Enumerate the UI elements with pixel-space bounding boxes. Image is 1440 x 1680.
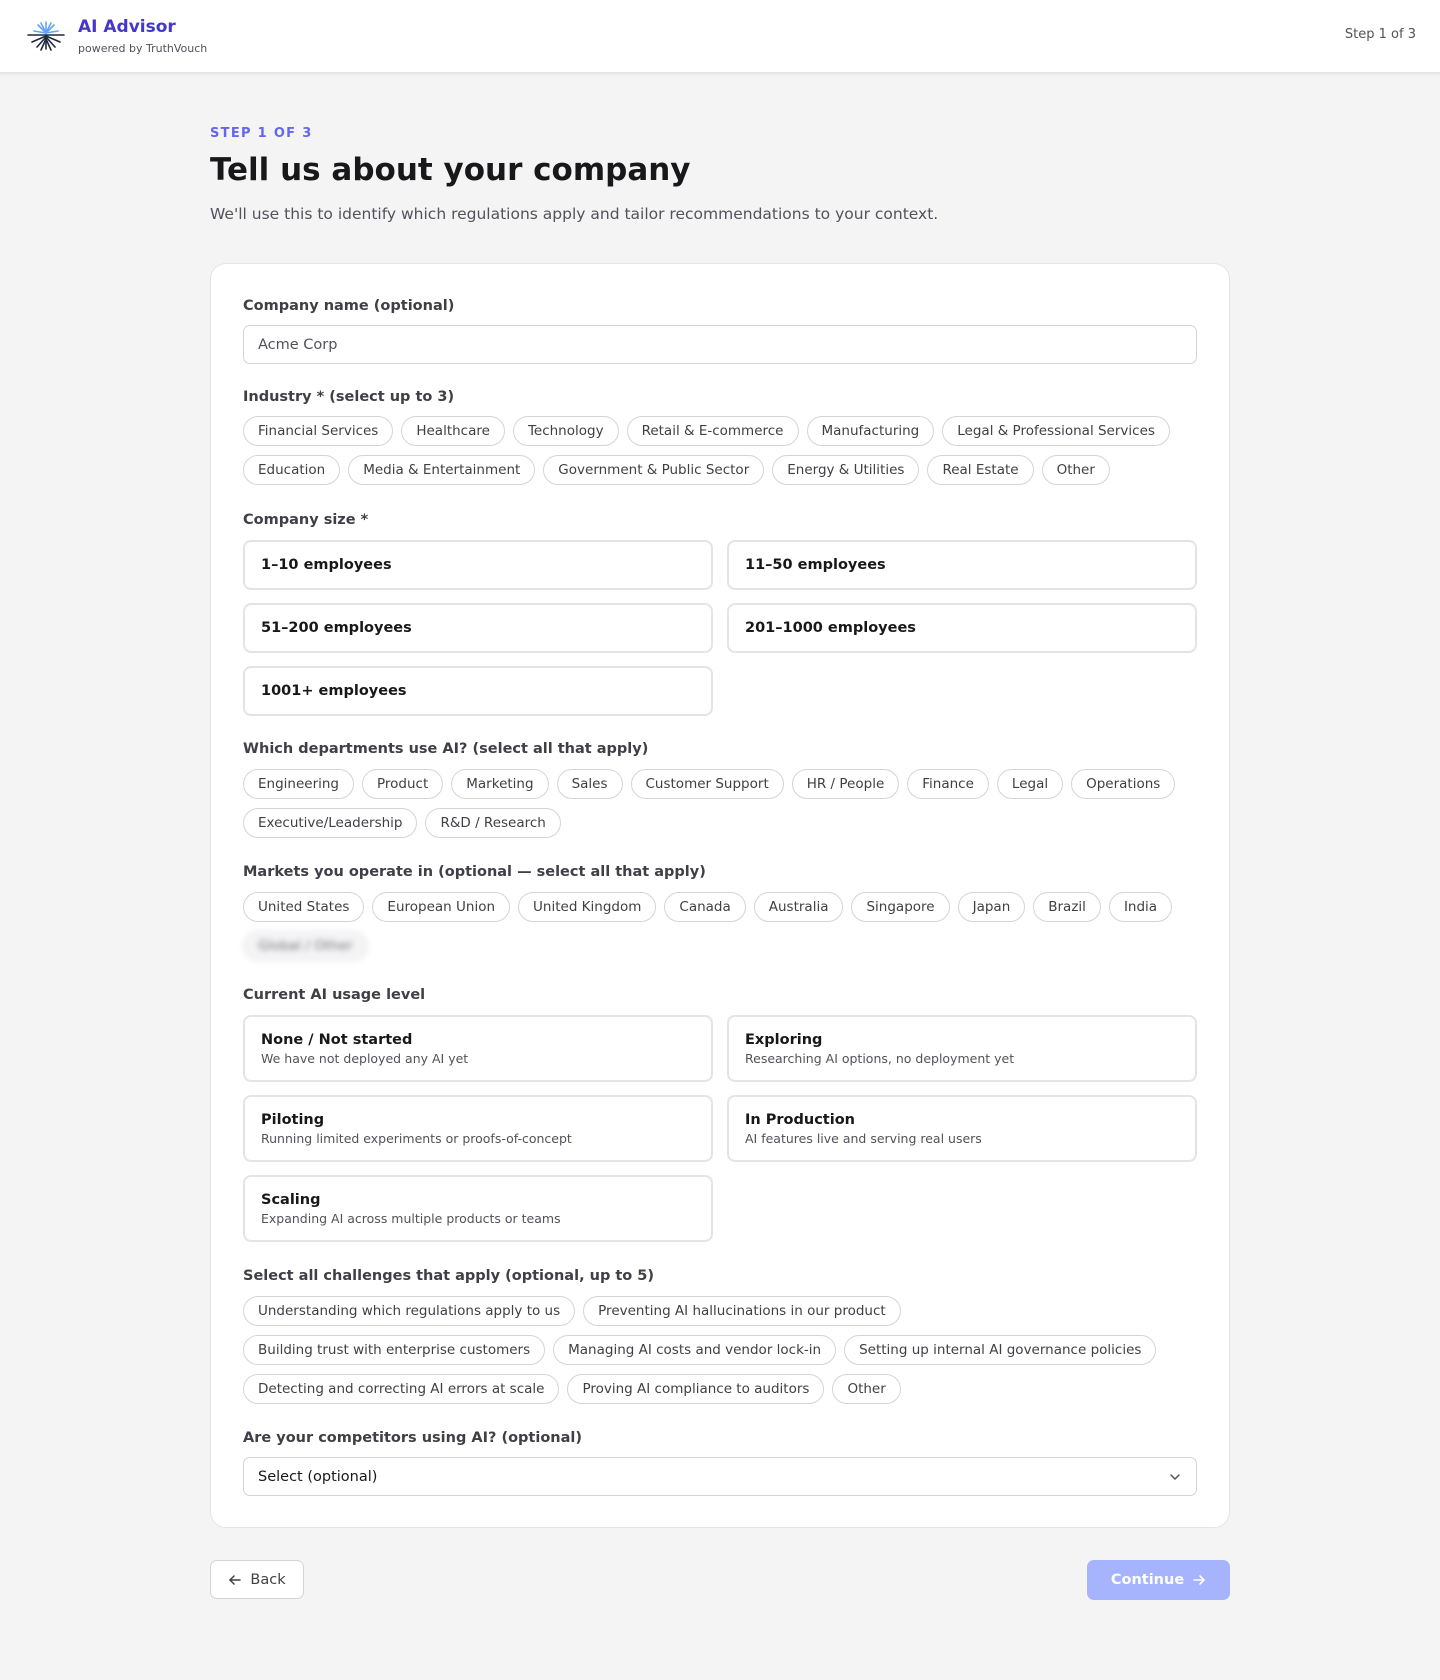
page-subtitle: We'll use this to identify which regulations apply and tailor recommendations to your context. (210, 205, 939, 223)
markets-label: Markets you operate in (optional — select all that apply) (243, 864, 706, 880)
company-form-card (210, 263, 1230, 1528)
usage-level-option[interactable] (243, 1095, 713, 1162)
market-chip[interactable]: Australia (754, 892, 844, 922)
usage-level-option[interactable] (727, 1095, 1197, 1162)
challenge-chip[interactable]: Managing AI costs and vendor lock-in (553, 1335, 836, 1365)
market-chip[interactable]: United Kingdom (518, 892, 656, 922)
challenges-label: Select all challenges that apply (optional, up to 5) (243, 1268, 655, 1284)
department-chip[interactable]: Legal (997, 769, 1063, 799)
continue-button-label: Continue (1110, 1572, 1185, 1588)
option-description: Expanding AI across multiple products or teams (261, 1210, 561, 1226)
department-chip[interactable]: Sales (557, 769, 623, 799)
challenge-chips (243, 1296, 1203, 1404)
usage-level-option[interactable] (243, 1015, 713, 1082)
chevron-down-icon (1168, 1470, 1182, 1484)
department-chip[interactable]: Product (362, 769, 443, 799)
option-title: Scaling (261, 1191, 321, 1208)
industry-chip[interactable]: Financial Services (243, 416, 393, 446)
company-size-option[interactable] (243, 603, 713, 653)
challenge-chip[interactable]: Detecting and correcting AI errors at scale (243, 1374, 559, 1404)
brand-tagline: powered by TruthVouch (78, 42, 208, 55)
option-title: None / Not started (261, 1031, 413, 1048)
department-chip[interactable]: Executive/Leadership (243, 808, 417, 838)
industry-chip[interactable]: Government & Public Sector (543, 455, 764, 485)
option-title: 1–10 employees (261, 557, 392, 573)
challenge-chip[interactable]: Building trust with enterprise customers (243, 1335, 545, 1365)
option-title: 201–1000 employees (745, 620, 916, 636)
option-title: 11–50 employees (745, 557, 886, 573)
competitors-label: Are your competitors using AI? (optional) (243, 1430, 582, 1446)
continue-button[interactable] (1087, 1560, 1230, 1600)
step-indicator: Step 1 of 3 (1344, 27, 1416, 42)
option-title: Piloting (261, 1111, 325, 1128)
step-eyebrow: STEP 1 OF 3 (210, 126, 313, 141)
company-size-label: Company size * (243, 512, 369, 528)
back-button[interactable] (210, 1560, 304, 1599)
market-chip[interactable]: European Union (372, 892, 510, 922)
industry-chip[interactable]: Manufacturing (807, 416, 935, 446)
company-size-option[interactable] (243, 540, 713, 590)
select-value: Select (optional) (258, 1468, 378, 1485)
brand-name: AI Advisor (78, 17, 176, 37)
option-description: We have not deployed any AI yet (261, 1050, 469, 1066)
industry-chip[interactable]: Real Estate (927, 455, 1033, 485)
department-chip[interactable]: Engineering (243, 769, 354, 799)
market-chip[interactable]: Japan (958, 892, 1026, 922)
department-chip[interactable]: HR / People (792, 769, 900, 799)
usage-level-options (243, 1015, 1197, 1242)
industry-chip[interactable]: Energy & Utilities (772, 455, 919, 485)
arrow-left-icon (228, 1573, 242, 1587)
market-chip[interactable]: United States (243, 892, 364, 922)
industry-chips (243, 416, 1203, 485)
industry-chip[interactable]: Media & Entertainment (348, 455, 535, 485)
market-chip[interactable]: India (1109, 892, 1172, 922)
company-size-option[interactable] (727, 603, 1197, 653)
department-chip[interactable]: Customer Support (631, 769, 784, 799)
company-size-options (243, 540, 1197, 716)
department-chip[interactable]: Operations (1071, 769, 1175, 799)
back-button-label: Back (250, 1571, 286, 1588)
arrow-right-icon (1192, 1573, 1206, 1587)
department-chip[interactable]: Marketing (451, 769, 548, 799)
challenge-chip[interactable]: Preventing AI hallucinations in our product (583, 1296, 901, 1326)
option-title: In Production (745, 1111, 855, 1128)
market-chip[interactable]: Brazil (1033, 892, 1101, 922)
market-chip-obscured[interactable]: Global / Other (243, 931, 368, 961)
industry-chip[interactable]: Education (243, 455, 340, 485)
option-title: 51–200 employees (261, 620, 412, 636)
industry-chip[interactable]: Healthcare (401, 416, 505, 446)
department-chip[interactable]: Finance (907, 769, 989, 799)
market-chips (243, 892, 1203, 961)
industry-chip[interactable]: Legal & Professional Services (942, 416, 1170, 446)
industry-chip[interactable]: Other (1042, 455, 1110, 485)
usage-level-label: Current AI usage level (243, 987, 426, 1003)
page-title: Tell us about your company (210, 152, 691, 188)
usage-level-option[interactable] (243, 1175, 713, 1242)
industry-label: Industry * (select up to 3) (243, 389, 455, 405)
challenge-chip[interactable]: Understanding which regulations apply to us (243, 1296, 575, 1326)
tree-logo-icon (26, 18, 66, 52)
option-description: AI features live and serving real users (745, 1130, 982, 1146)
challenge-chip[interactable]: Other (832, 1374, 900, 1404)
option-description: Researching AI options, no deployment yet (745, 1050, 1015, 1066)
option-title: 1001+ employees (261, 683, 407, 699)
industry-chip[interactable]: Technology (513, 416, 619, 446)
market-chip[interactable]: Singapore (851, 892, 949, 922)
option-description: Running limited experiments or proofs-of-concept (261, 1130, 572, 1146)
market-chip[interactable]: Canada (664, 892, 745, 922)
company-name-label: Company name (optional) (243, 298, 455, 314)
company-size-option[interactable] (243, 666, 713, 716)
company-name-input[interactable] (243, 325, 1197, 364)
departments-label: Which departments use AI? (select all that apply) (243, 741, 649, 757)
industry-chip[interactable]: Retail & E-commerce (627, 416, 799, 446)
challenge-chip[interactable]: Proving AI compliance to auditors (567, 1374, 824, 1404)
competitors-select[interactable] (243, 1457, 1197, 1496)
department-chip[interactable]: R&D / Research (425, 808, 560, 838)
challenge-chip[interactable]: Setting up internal AI governance policies (844, 1335, 1156, 1365)
option-title: Exploring (745, 1031, 823, 1048)
company-size-option[interactable] (727, 540, 1197, 590)
usage-level-option[interactable] (727, 1015, 1197, 1082)
department-chips (243, 769, 1203, 838)
top-bar (0, 0, 1440, 73)
